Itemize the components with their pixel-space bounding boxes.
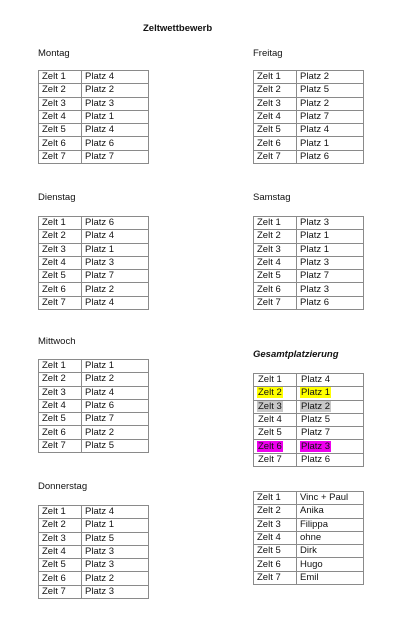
table-row [39, 585, 149, 598]
table-row [254, 150, 364, 163]
zelt-cell [254, 413, 297, 426]
table-row [254, 505, 364, 518]
zelt-cell: Zelt 3 [254, 97, 297, 110]
table-row [39, 360, 149, 373]
table-montag [38, 70, 149, 164]
platz-cell: Platz 5 [82, 439, 149, 452]
table-row [39, 150, 149, 163]
platz-cell [297, 400, 364, 413]
zelt-cell: Zelt 7 [254, 296, 297, 309]
zelt-cell: Zelt 6 [39, 572, 82, 585]
table-row [39, 124, 149, 137]
zelt-cell: Zelt 1 [39, 217, 82, 230]
page-title: Zeltwettbewerb [143, 23, 213, 34]
table-row [39, 413, 149, 426]
platz-cell: Platz 2 [297, 97, 364, 110]
table-row [39, 506, 149, 519]
zelt-label: Zelt 5 [258, 427, 282, 439]
heading-mittwoch: Mittwoch [38, 336, 76, 347]
zelt-cell: Zelt 3 [39, 97, 82, 110]
zelt-cell: Zelt 2 [254, 505, 297, 518]
zelt-cell: Zelt 2 [254, 230, 297, 243]
table-row [254, 440, 364, 453]
zelt-cell: Zelt 6 [254, 137, 297, 150]
platz-cell: Platz 7 [82, 270, 149, 283]
platz-cell: Platz 2 [82, 283, 149, 296]
table-row [254, 217, 364, 230]
platz-cell: Platz 1 [82, 360, 149, 373]
platz-label: Platz 2 [301, 400, 331, 412]
zelt-cell: Zelt 7 [254, 150, 297, 163]
zelt-cell [254, 453, 297, 466]
table-row [254, 124, 364, 137]
table-row [39, 426, 149, 439]
table-row [39, 545, 149, 558]
zelt-cell: Zelt 1 [39, 71, 82, 84]
zelt-label: Zelt 2 [258, 387, 282, 399]
name-cell: Filippa [297, 518, 364, 531]
platz-cell [297, 453, 364, 466]
table-row [39, 243, 149, 256]
zelt-label: Zelt 3 [258, 400, 282, 412]
table-row [254, 427, 364, 440]
zelt-cell [254, 387, 297, 400]
platz-cell: Platz 4 [82, 506, 149, 519]
table-row [254, 518, 364, 531]
platz-cell: Platz 1 [82, 110, 149, 123]
platz-cell: Platz 6 [82, 137, 149, 150]
platz-cell: Platz 4 [297, 124, 364, 137]
zelt-cell: Zelt 1 [39, 506, 82, 519]
zelt-cell: Zelt 6 [39, 426, 82, 439]
name-cell: Dirk [297, 545, 364, 558]
table-dienstag [38, 216, 149, 310]
zelt-cell: Zelt 7 [39, 585, 82, 598]
table-gesamtplatzierung [253, 373, 364, 467]
table-row [39, 386, 149, 399]
zelt-cell: Zelt 7 [254, 571, 297, 584]
platz-label: Platz 6 [301, 453, 331, 465]
table-row [39, 84, 149, 97]
table-row [254, 243, 364, 256]
platz-cell: Platz 3 [297, 217, 364, 230]
platz-cell: Platz 7 [297, 270, 364, 283]
zelt-cell: Zelt 7 [39, 439, 82, 452]
zelt-cell [254, 400, 297, 413]
platz-label: Platz 7 [301, 427, 331, 439]
platz-label: Platz 5 [301, 414, 331, 426]
table-donnerstag [38, 505, 149, 599]
platz-label: Platz 1 [301, 387, 331, 399]
zelt-cell: Zelt 3 [39, 386, 82, 399]
platz-cell: Platz 2 [82, 84, 149, 97]
heading-samstag: Samstag [253, 192, 291, 203]
zelt-label: Zelt 6 [258, 440, 282, 452]
zelt-label: Zelt 7 [258, 453, 282, 465]
zelt-cell: Zelt 7 [39, 296, 82, 309]
table-row [254, 492, 364, 505]
zelt-cell: Zelt 3 [254, 243, 297, 256]
table-row [39, 283, 149, 296]
table-row [254, 558, 364, 571]
table-row [254, 387, 364, 400]
table-row [39, 97, 149, 110]
name-cell: Vinc + Paul [297, 492, 364, 505]
zelt-cell: Zelt 5 [254, 270, 297, 283]
platz-cell: Platz 3 [82, 545, 149, 558]
zelt-cell: Zelt 6 [254, 558, 297, 571]
name-cell: Hugo [297, 558, 364, 571]
platz-cell: Platz 5 [82, 532, 149, 545]
platz-cell [297, 387, 364, 400]
table-row [39, 217, 149, 230]
table-row [254, 230, 364, 243]
table-row [254, 137, 364, 150]
table-row [39, 373, 149, 386]
platz-cell: Platz 4 [82, 386, 149, 399]
heading-montag: Montag [38, 48, 70, 59]
platz-cell: Platz 3 [297, 256, 364, 269]
table-row [254, 531, 364, 544]
platz-cell: Platz 6 [82, 217, 149, 230]
zelt-cell: Zelt 6 [254, 283, 297, 296]
zelt-cell: Zelt 3 [39, 532, 82, 545]
table-row [39, 532, 149, 545]
zelt-cell: Zelt 4 [254, 256, 297, 269]
platz-cell: Platz 4 [82, 296, 149, 309]
platz-cell: Platz 2 [82, 572, 149, 585]
table-row [39, 399, 149, 412]
zelt-cell: Zelt 7 [39, 150, 82, 163]
zelt-cell: Zelt 5 [39, 270, 82, 283]
table-row [39, 572, 149, 585]
zelt-cell: Zelt 2 [39, 84, 82, 97]
zelt-cell: Zelt 6 [39, 283, 82, 296]
name-cell: Anika [297, 505, 364, 518]
zelt-cell: Zelt 4 [39, 110, 82, 123]
zelt-cell: Zelt 3 [39, 243, 82, 256]
table-row [39, 137, 149, 150]
platz-cell: Platz 7 [82, 413, 149, 426]
table-row [39, 256, 149, 269]
table-row [39, 230, 149, 243]
table-row [39, 110, 149, 123]
table-row [254, 84, 364, 97]
platz-cell: Platz 3 [82, 585, 149, 598]
heading-dienstag: Dienstag [38, 192, 76, 203]
table-row [39, 439, 149, 452]
platz-cell: Platz 3 [82, 97, 149, 110]
platz-cell: Platz 7 [297, 110, 364, 123]
zelt-cell: Zelt 5 [39, 413, 82, 426]
zelt-label: Zelt 4 [258, 414, 282, 426]
table-row [39, 71, 149, 84]
zelt-cell: Zelt 1 [254, 71, 297, 84]
heading-donnerstag: Donnerstag [38, 481, 88, 492]
zelt-cell: Zelt 2 [39, 230, 82, 243]
table-row [254, 283, 364, 296]
platz-cell: Platz 3 [82, 256, 149, 269]
table-row [254, 374, 364, 387]
table-row [39, 519, 149, 532]
platz-cell: Platz 4 [82, 230, 149, 243]
platz-cell: Platz 4 [82, 124, 149, 137]
zelt-cell: Zelt 5 [39, 559, 82, 572]
zelt-cell: Zelt 5 [254, 124, 297, 137]
platz-cell: Platz 2 [82, 426, 149, 439]
zelt-label: Zelt 1 [258, 374, 282, 386]
platz-cell: Platz 3 [82, 559, 149, 572]
table-namen [253, 491, 364, 585]
table-row [254, 545, 364, 558]
table-row [254, 571, 364, 584]
table-mittwoch [38, 359, 149, 453]
name-cell: Emil [297, 571, 364, 584]
zelt-cell: Zelt 1 [254, 217, 297, 230]
table-row [39, 296, 149, 309]
platz-cell: Platz 1 [297, 243, 364, 256]
zelt-cell: Zelt 5 [254, 545, 297, 558]
platz-cell: Platz 2 [82, 373, 149, 386]
platz-cell: Platz 3 [297, 283, 364, 296]
zelt-cell: Zelt 2 [254, 84, 297, 97]
table-row [39, 270, 149, 283]
platz-cell: Platz 7 [82, 150, 149, 163]
table-row [254, 97, 364, 110]
platz-cell: Platz 1 [82, 243, 149, 256]
zelt-cell: Zelt 1 [39, 360, 82, 373]
table-row [39, 559, 149, 572]
table-row [254, 400, 364, 413]
table-row [254, 110, 364, 123]
table-row [254, 71, 364, 84]
table-row [254, 453, 364, 466]
zelt-cell: Zelt 4 [254, 110, 297, 123]
platz-cell: Platz 1 [297, 137, 364, 150]
name-cell: ohne [297, 531, 364, 544]
zelt-cell: Zelt 2 [39, 373, 82, 386]
zelt-cell: Zelt 4 [39, 545, 82, 558]
platz-cell: Platz 4 [82, 71, 149, 84]
platz-label: Platz 4 [301, 374, 331, 386]
platz-cell: Platz 6 [82, 399, 149, 412]
table-freitag [253, 70, 364, 164]
table-samstag [253, 216, 364, 310]
platz-cell [297, 440, 364, 453]
zelt-cell: Zelt 2 [39, 519, 82, 532]
zelt-cell [254, 374, 297, 387]
zelt-cell: Zelt 1 [254, 492, 297, 505]
zelt-cell: Zelt 6 [39, 137, 82, 150]
zelt-cell [254, 427, 297, 440]
heading-freitag: Freitag [253, 48, 283, 59]
zelt-cell: Zelt 4 [39, 399, 82, 412]
table-row [254, 413, 364, 426]
zelt-cell: Zelt 4 [254, 531, 297, 544]
zelt-cell: Zelt 5 [39, 124, 82, 137]
platz-cell [297, 374, 364, 387]
platz-label: Platz 3 [301, 440, 331, 452]
table-row [254, 296, 364, 309]
zelt-cell: Zelt 3 [254, 518, 297, 531]
platz-cell: Platz 6 [297, 296, 364, 309]
platz-cell [297, 427, 364, 440]
zelt-cell [254, 440, 297, 453]
platz-cell: Platz 1 [297, 230, 364, 243]
table-row [254, 256, 364, 269]
table-row [254, 270, 364, 283]
heading-gesamtplatzierung: Gesamtplatzierung [253, 349, 339, 360]
zelt-cell: Zelt 4 [39, 256, 82, 269]
platz-cell: Platz 6 [297, 150, 364, 163]
platz-cell: Platz 5 [297, 84, 364, 97]
platz-cell: Platz 2 [297, 71, 364, 84]
platz-cell [297, 413, 364, 426]
platz-cell: Platz 1 [82, 519, 149, 532]
